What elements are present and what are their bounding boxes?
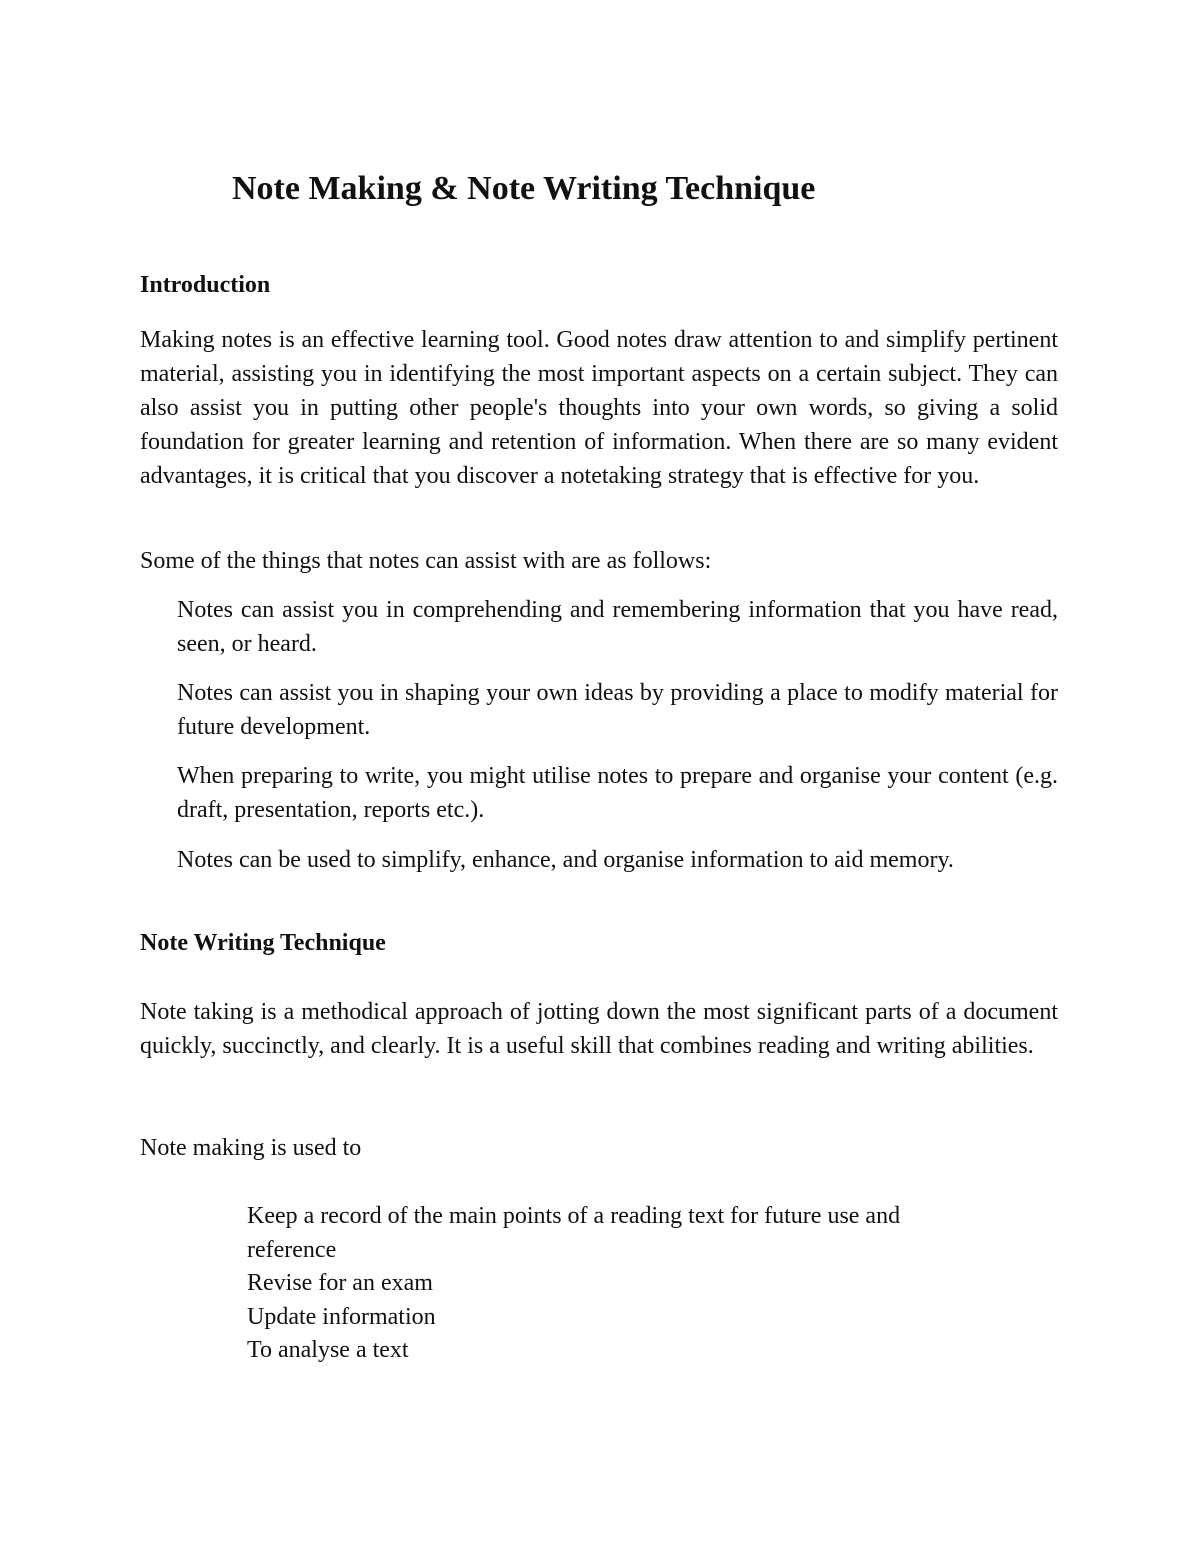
introduction-heading: Introduction <box>140 272 271 298</box>
introduction-paragraph: Making notes is an effective learning tool. Good notes draw attention to and simplify pertinent material, assisting you in identifying the most important aspects on a certain subject. They can also assist you in putting other people's thoughts into your own words, so giving a solid foundation for greater learning and retention of information. When there are so many evident advantages, it is critical that you discover a notetaking strategy that is effective for you. <box>140 327 1058 489</box>
introduction-lead-in: Some of the things that notes can assist with are as follows: <box>140 548 712 574</box>
document-title: Note Making & Note Writing Technique <box>232 170 816 207</box>
list-item: To analyse a text <box>247 1337 409 1364</box>
list-item: Update information <box>247 1303 436 1330</box>
technique-lead-in: Note making is used to <box>140 1135 362 1161</box>
list-item: Notes can assist you in comprehending and remembering information that you have read, seen, or heard. <box>177 597 1058 657</box>
list-item: Revise for an exam <box>247 1270 433 1297</box>
technique-heading: Note Writing Technique <box>140 930 386 956</box>
list-item: Keep a record of the main points of a reading text for future use and reference <box>247 1203 901 1263</box>
uses-list <box>247 1200 947 1368</box>
list-item: Notes can assist you in shaping your own ideas by providing a place to modify material for future development. <box>177 680 1058 740</box>
list-item: When preparing to write, you might utilise notes to prepare and organise your content (e.g. draft, presentation, reports etc.). <box>177 763 1058 823</box>
list-item: Notes can be used to simplify, enhance, and organise information to aid memory. <box>177 847 954 873</box>
technique-paragraph: Note taking is a methodical approach of jotting down the most significant parts of a document quickly, succinctly, and clearly. It is a useful skill that combines reading and writing abilities. <box>140 999 1058 1059</box>
